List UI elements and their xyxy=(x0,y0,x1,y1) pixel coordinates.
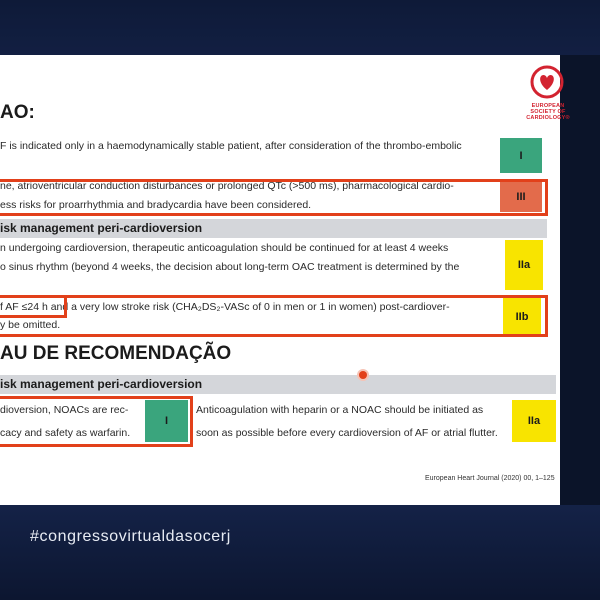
esc-logo xyxy=(518,65,578,135)
laser-pointer-icon xyxy=(359,371,367,379)
recommendation-text-2b: ess risks for proarrhythmia and bradycardia have been considered. xyxy=(0,199,312,211)
class-badge-5-left: I xyxy=(145,400,188,442)
bottom-background xyxy=(0,505,600,600)
section-header-2: isk management peri-cardioversion xyxy=(0,375,556,394)
recommendation-text-1: F is indicated only in a haemodynamically stable patient, after consideration of the thrombo-embolic xyxy=(0,140,462,152)
recommendation-text-3a: n undergoing cardioversion, therapeutic anticoagulation should be continued for at least 4 weeks xyxy=(0,242,449,254)
recommendation-text-4b: y be omitted. xyxy=(0,319,61,331)
highlight-box-row2 xyxy=(0,179,548,216)
esc-logo-line2: SOCIETY OF xyxy=(530,109,566,115)
class-badge-1: I xyxy=(500,138,542,173)
presentation-slide xyxy=(0,55,570,505)
slide-heading: AO: xyxy=(0,102,35,123)
esc-logo-text xyxy=(518,103,578,121)
recommendation-text-5a: dioversion, NOACs are rec- xyxy=(0,404,129,416)
recommendation-text-2a: ne, atrioventricular conduction disturbances or prolonged QTc (>500 ms), pharmacological cardio- xyxy=(0,180,454,192)
slide-subheading: AU DE RECOMENDAÇÃO xyxy=(0,343,232,364)
recommendation-text-3b: o sinus rhythm (beyond 4 weeks, the decision about long-term OAC treatment is determined by the xyxy=(0,261,460,273)
recommendation-text-4a-rest: and a very low stroke risk (CHA₂DS₂-VASc of 0 in men or 1 in women) post-cardiover- xyxy=(47,301,450,313)
esc-heart-icon xyxy=(530,65,564,99)
class-badge-4: IIb xyxy=(503,298,541,335)
event-hashtag: #congressovirtualdasocerj xyxy=(30,528,231,545)
section-header-1: isk management peri-cardioversion xyxy=(0,219,547,238)
esc-logo-line1: EUROPEAN xyxy=(531,103,565,109)
class-badge-5-right: IIa xyxy=(512,400,556,442)
top-background xyxy=(0,0,600,55)
class-badge-2: III xyxy=(500,182,542,212)
recommendation-text-5c: Anticoagulation with heparin or a NOAC should be initiated as xyxy=(196,404,484,416)
recommendation-text-5b: cacy and safety as warfarin. xyxy=(0,427,131,439)
recommendation-text-5d: soon as possible before every cardioversion of AF or atrial flutter. xyxy=(196,427,498,439)
esc-logo-line3: CARDIOLOGY® xyxy=(526,115,570,121)
highlight-box-row4 xyxy=(0,295,548,337)
class-badge-3: IIa xyxy=(505,240,543,290)
af-24h-text: f AF ≤24 h xyxy=(0,301,48,313)
reference-citation: European Heart Journal (2020) 00, 1–125 xyxy=(425,475,555,482)
highlight-box-row5 xyxy=(0,396,193,447)
